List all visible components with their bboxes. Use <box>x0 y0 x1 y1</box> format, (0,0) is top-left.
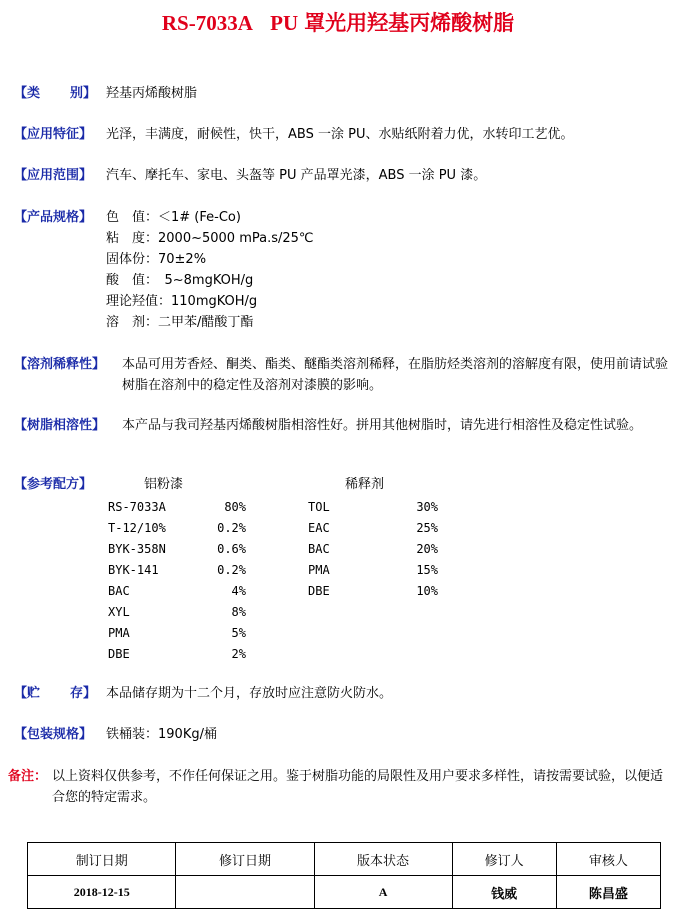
formula-left-pct: 0.6% <box>217 542 246 556</box>
specs-section <box>14 207 664 335</box>
value-approver: 陈昌盛 <box>556 876 660 909</box>
dilution-section <box>14 354 670 398</box>
note-value: 以上资料仅供参考，不作任何保证之用。鉴于树脂功能的局限性及用户要求多样性，请按需要试验，以便适合您的特定需求。 <box>52 769 664 805</box>
formula-left-name: XYL <box>108 605 130 619</box>
compat-value: 本产品与我司羟基丙烯酸树脂相溶性好。拼用其他树脂时，请先进行相溶性及稳定性试验。 <box>122 418 643 433</box>
dilution-value: 本品可用芳香烃、酮类、酯类、醚酯类溶剂稀释，在脂肪烃类溶剂的溶解度有限，使用前请试验树脂在溶剂中的稳定性及溶剂对漆膜的影响。 <box>122 357 669 393</box>
formula-left-name: BYK-358N <box>108 542 166 556</box>
spec-solids: 固体份：70±2% <box>106 252 207 267</box>
spec-color: 色 值：＜1# (Fe-Co) <box>106 210 241 225</box>
formula-left-pct: 4% <box>231 584 246 598</box>
formula-left-pct: 0.2% <box>217 521 246 535</box>
formula-right-name: BAC <box>308 542 330 556</box>
formula-left-name: PMA <box>108 626 130 640</box>
category-section <box>14 83 664 105</box>
note-label: 备注： <box>8 769 48 784</box>
header-revised-date: 修订日期 <box>176 843 314 876</box>
spec-viscosity: 粘 度：2000~5000 mPa.s/25℃ <box>106 231 314 246</box>
storage-label: 【贮 存】 <box>14 686 97 701</box>
formula-left-pct: 2% <box>231 647 246 661</box>
packaging-value: 铁桶装：190Kg/桶 <box>106 727 217 742</box>
spec-hydroxyl-value: 理论羟值：110mgKOH/g <box>106 294 258 309</box>
formula-label: 【参考配方】 <box>14 477 93 492</box>
product-name: 罩光用羟基丙烯酸树脂 <box>304 11 515 35</box>
spec-solvent: 溶 剂：二甲苯/醋酸丁酯 <box>106 315 254 330</box>
formula-left-pct: 0.2% <box>217 563 246 577</box>
formula-left-pct: 8% <box>231 605 246 619</box>
formula-right-pct: 10% <box>416 584 438 598</box>
specs-label: 【产品规格】 <box>14 210 93 225</box>
packaging-section <box>14 724 664 746</box>
formula-left-name: BYK-141 <box>108 563 159 577</box>
storage-value: 本品储存期为十二个月，存放时应注意防火防水。 <box>106 686 393 701</box>
scope-section <box>14 165 664 187</box>
formula-right-name: PMA <box>308 563 330 577</box>
features-value: 光泽，丰满度，耐候性，快干，ABS 一涂 PU、水贴纸附着力优，水转印工艺优。 <box>106 127 574 142</box>
value-revised-date <box>176 876 314 909</box>
revision-value-row <box>28 876 661 909</box>
formula-left-pct: 80% <box>224 500 246 514</box>
formula-right-header: 稀释剂 <box>345 477 385 492</box>
revision-table <box>27 842 661 909</box>
formula-left-pct: 5% <box>231 626 246 640</box>
formula-left-header: 铝粉漆 <box>144 477 184 492</box>
features-label: 【应用特征】 <box>14 127 93 142</box>
formula-right-pct: 25% <box>416 521 438 535</box>
formula-left-name: DBE <box>108 647 130 661</box>
formula-left-name: BAC <box>108 584 130 598</box>
formula-right-pct: 30% <box>416 500 438 514</box>
formula-right-name: TOL <box>308 500 330 514</box>
value-reviser: 钱威 <box>452 876 556 909</box>
category-label: 【类 别】 <box>14 86 97 101</box>
scope-value: 汽车、摩托车、家电、头盔等 PU 产品罩光漆，ABS 一涂 PU 漆。 <box>106 168 487 183</box>
product-code: RS-7033A <box>161 11 253 35</box>
formula-right-pct: 15% <box>416 563 438 577</box>
document-title <box>0 7 676 37</box>
dilution-label: 【溶剂稀释性】 <box>14 357 106 372</box>
category-value: 羟基丙烯酸树脂 <box>106 86 198 101</box>
formula-right-pct: 20% <box>416 542 438 556</box>
header-created-date: 制订日期 <box>28 843 176 876</box>
formula-left-name: RS-7033A <box>108 500 166 514</box>
spec-acid-value: 酸 值： 5~8mgKOH/g <box>106 273 254 288</box>
formula-section <box>14 474 664 664</box>
value-version: A <box>314 876 452 909</box>
features-section <box>14 124 674 146</box>
value-created-date: 2018-12-15 <box>28 876 176 909</box>
formula-right-name: DBE <box>308 584 330 598</box>
compat-section <box>14 415 670 459</box>
header-version: 版本状态 <box>314 843 452 876</box>
header-reviser: 修订人 <box>452 843 556 876</box>
scope-label: 【应用范围】 <box>14 168 93 183</box>
header-approver: 审核人 <box>556 843 660 876</box>
formula-right-name: EAC <box>308 521 330 535</box>
product-name-pu: PU <box>270 11 299 35</box>
packaging-label: 【包装规格】 <box>14 727 93 742</box>
note-section <box>8 766 668 810</box>
formula-left-name: T-12/10% <box>108 521 166 535</box>
storage-section <box>14 683 664 705</box>
revision-header-row <box>28 843 661 876</box>
compat-label: 【树脂相溶性】 <box>14 418 106 433</box>
